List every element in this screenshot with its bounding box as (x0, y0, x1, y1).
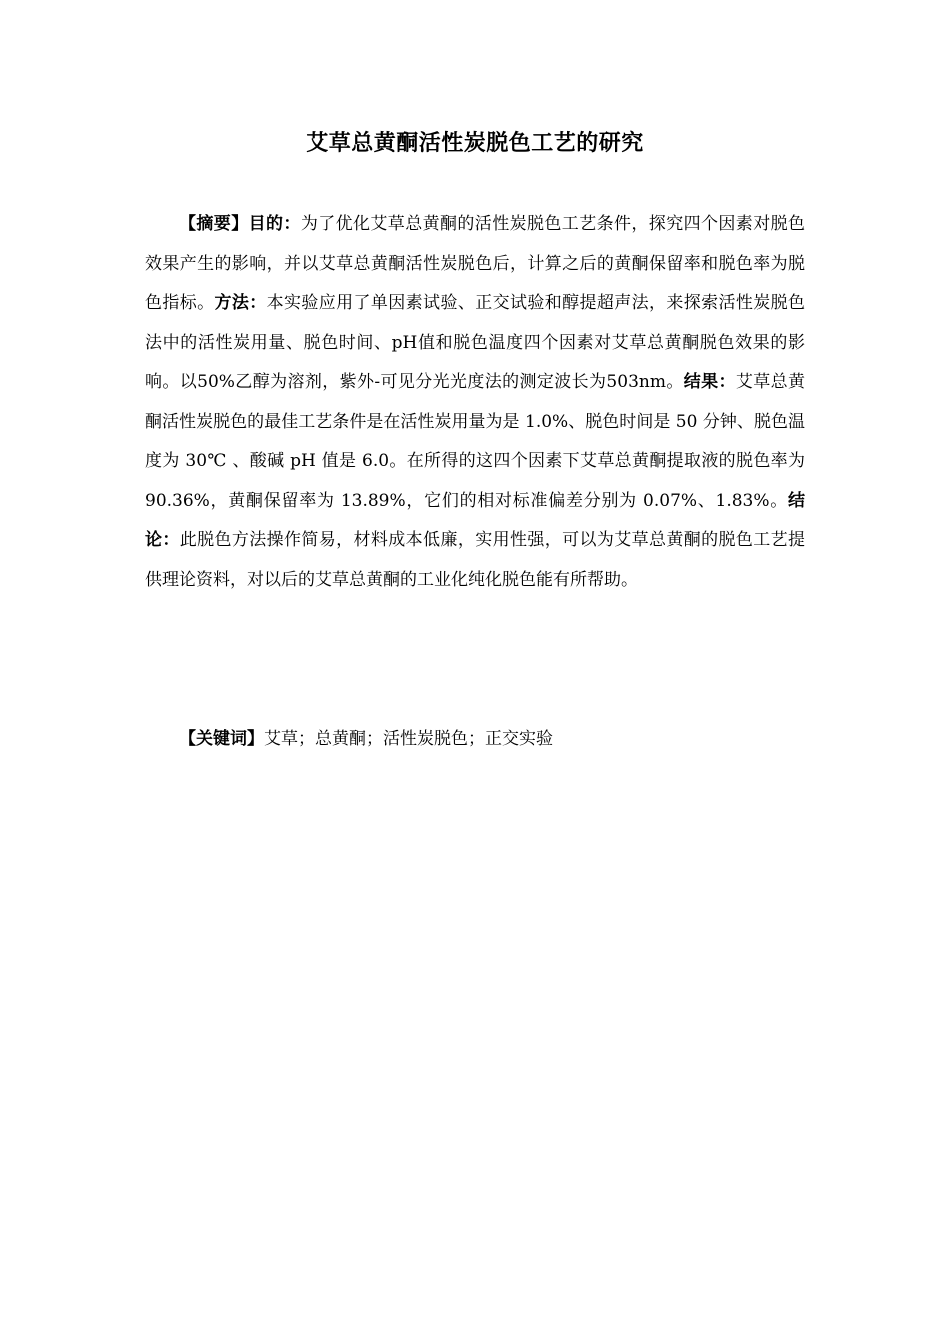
conclusion-label: 结论： (145, 490, 805, 550)
result-text: 艾草总黄酮活性炭脱色的最佳工艺条件是在活性炭用量为是 1.0%、脱色时间是 50 分钟、脱色温度为 30℃ 、酸碱 pH 值是 6.0。在所得的这四个因素下艾草总黄酮提取液的脱色率为 90.36%，黄酮保留率为 13.89%，它们的相对标准偏差分别为 0.07%、1.83%。 (145, 372, 806, 511)
purpose-text: 为了优化艾草总黄酮的活性炭脱色工艺条件，探究四个因素对脱色效果产生的影响，并以艾草总黄酮活性炭脱色后，计算之后的黄酮保留率和脱色率为脱色指标。 (145, 214, 806, 313)
keywords-label: 【关键词】 (179, 729, 264, 749)
keywords-text: 艾草；总黄酮；活性炭脱色；正交实验 (264, 729, 553, 749)
abstract-paragraph (145, 205, 805, 600)
conclusion-text: 此脱色方法操作简易，材料成本低廉，实用性强，可以为艾草总黄酮的脱色工艺提供理论资料，对以后的艾草总黄酮的工业化纯化脱色能有所帮助。 (145, 530, 806, 590)
result-label: 结果： (683, 372, 736, 392)
paper-title: 艾草总黄酮活性炭脱色工艺的研究 (306, 131, 644, 156)
keywords-paragraph (145, 720, 805, 759)
purpose-label: 目的： (248, 214, 301, 234)
method-text: 本实验应用了单因素试验、正交试验和醇提超声法，来探索活性炭脱色法中的活性炭用量、脱色时间、pH值和脱色温度四个因素对艾草总黄酮脱色效果的影响。以50%乙醇为溶剂，紫外-可见分光光度法的测定波长为503nm。 (145, 293, 806, 392)
method-label: 方法： (214, 293, 267, 313)
abstract-label: 【摘要】 (179, 214, 249, 234)
